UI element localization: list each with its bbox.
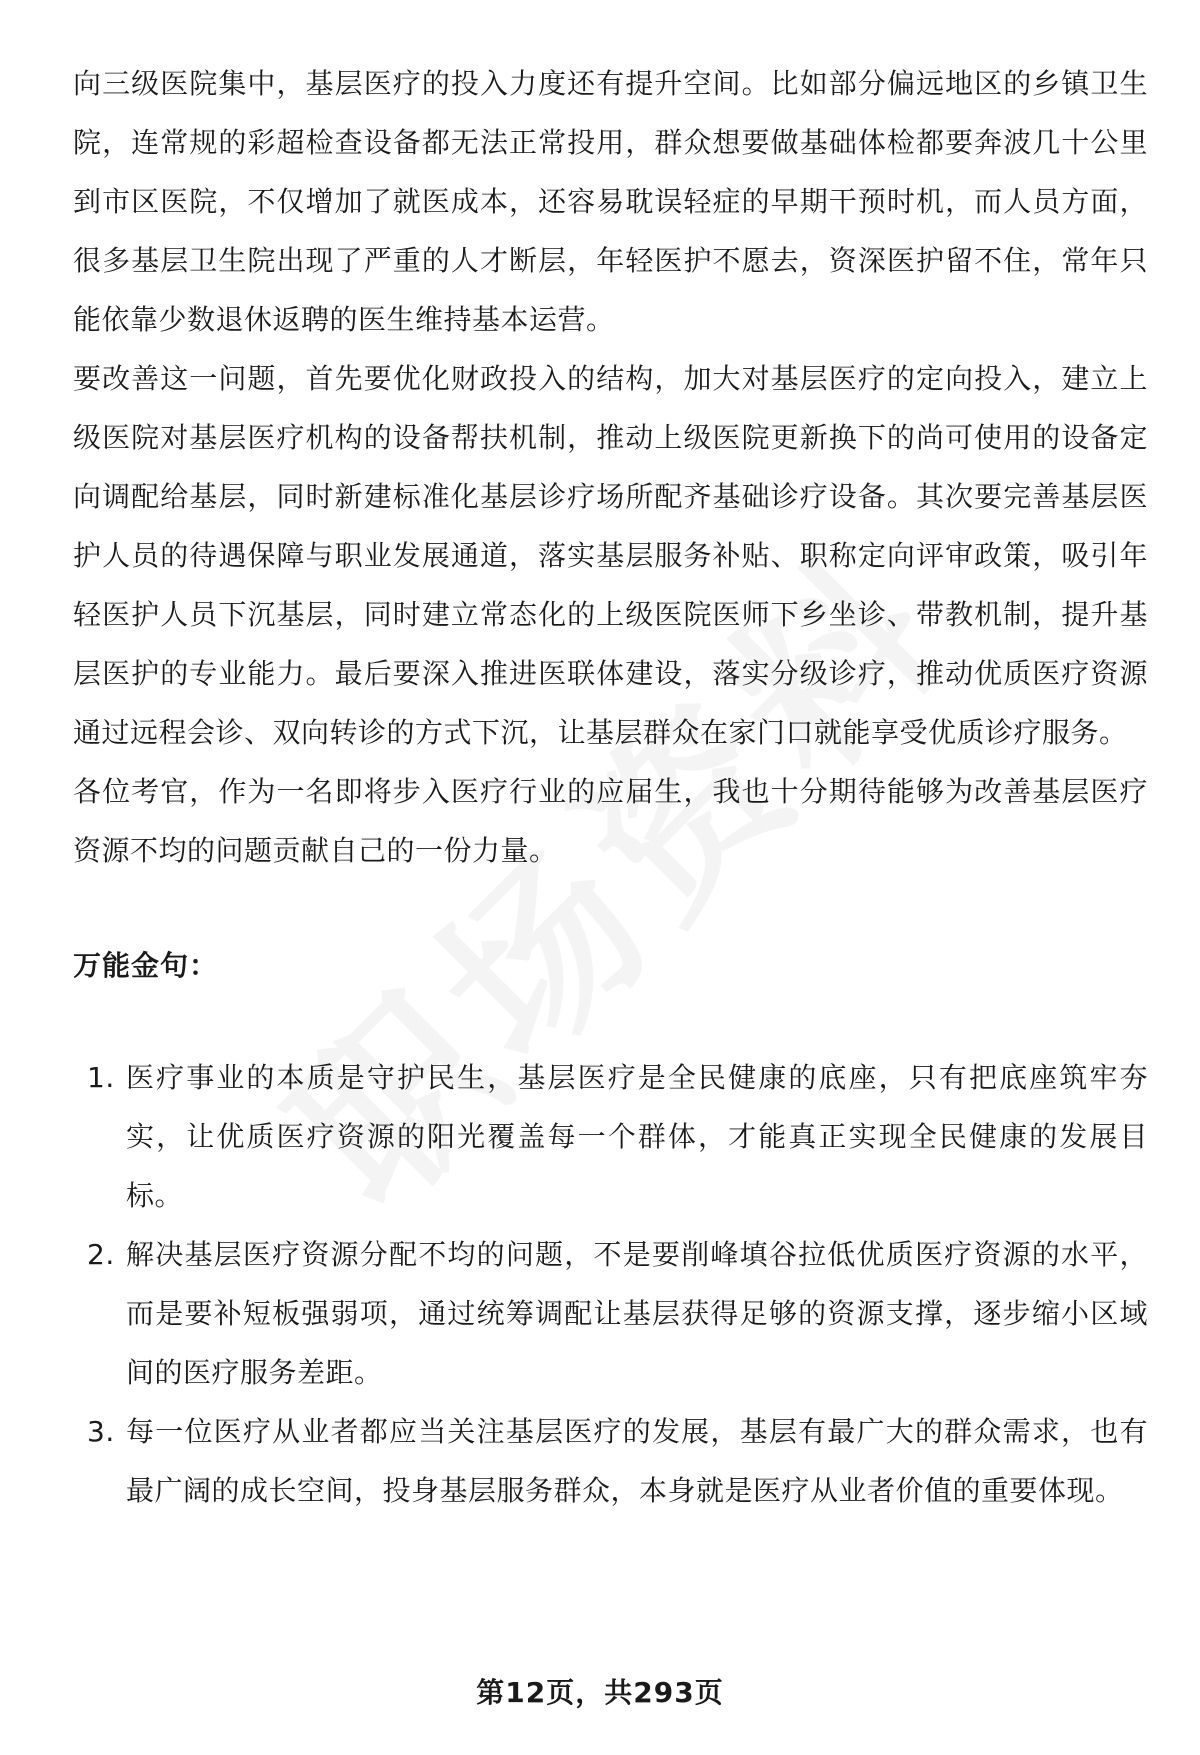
- list-number: 2.: [87, 1238, 115, 1271]
- paragraph: 向三级医院集中，基层医疗的投入力度还有提升空间。比如部分偏远地区的乡镇卫生院，连常规的彩超检查设备都无法正常投用，群众想要做基础体检都要奔波几十公里到市区医院，不仅增加了就医成本，还容易耽误轻症的早期干预时机，而人员方面，很多基层卫生院出现了严重的人才断层，年轻医护不愿去，资深医护留不住，常年只能依靠少数退休返聘的医生维持基本运营。: [73, 67, 1148, 336]
- section-heading: 万能金句：: [73, 949, 219, 982]
- list-item: [73, 1225, 1148, 1402]
- document-body: [73, 54, 1148, 1520]
- list-item: [73, 1048, 1148, 1225]
- paragraph: 要改善这一问题，首先要优化财政投入的结构，加大对基层医疗的定向投入，建立上级医院对基层医疗机构的设备帮扶机制，推动上级医院更新换下的尚可使用的设备定向调配给基层，同时新建标准化基层诊疗场所配齐基础诊疗设备。其次要完善基层医护人员的待遇保障与职业发展通道，落实基层服务补贴、职称定向评审政策，吸引年轻医护人员下沉基层，同时建立常态化的上级医院医师下乡坐诊、带教机制，提升基层医护的专业能力。最后要深入推进医联体建设，落实分级诊疗，推动优质医疗资源通过远程会诊、双向转诊的方式下沉，让基层群众在家门口就能享受优质诊疗服务。: [73, 362, 1148, 749]
- paragraph: 各位考官，作为一名即将步入医疗行业的应届生，我也十分期待能够为改善基层医疗资源不均的问题贡献自己的一份力量。: [73, 775, 1148, 867]
- list-item-text: 每一位医疗从业者都应当关注基层医疗的发展，基层有最广大的群众需求，也有最广阔的成长空间，投身基层服务群众，本身就是医疗从业者价值的重要体现。: [126, 1415, 1148, 1507]
- list-item: [73, 1402, 1148, 1520]
- page-footer: 第12页，共293页: [476, 1676, 724, 1709]
- list-item-text: 解决基层医疗资源分配不均的问题，不是要削峰填谷拉低优质医疗资源的水平，而是要补短板强弱项，通过统筹调配让基层获得足够的资源支撑，逐步缩小区域间的医疗服务差距。: [126, 1238, 1148, 1389]
- list-number: 3.: [87, 1415, 115, 1448]
- list-item-text: 医疗事业的本质是守护民生，基层医疗是全民健康的底座，只有把底座筑牢夯实，让优质医疗资源的阳光覆盖每一个群体，才能真正实现全民健康的发展目标。: [126, 1061, 1148, 1212]
- list-number: 1.: [87, 1061, 115, 1094]
- numbered-list: [73, 1048, 1148, 1520]
